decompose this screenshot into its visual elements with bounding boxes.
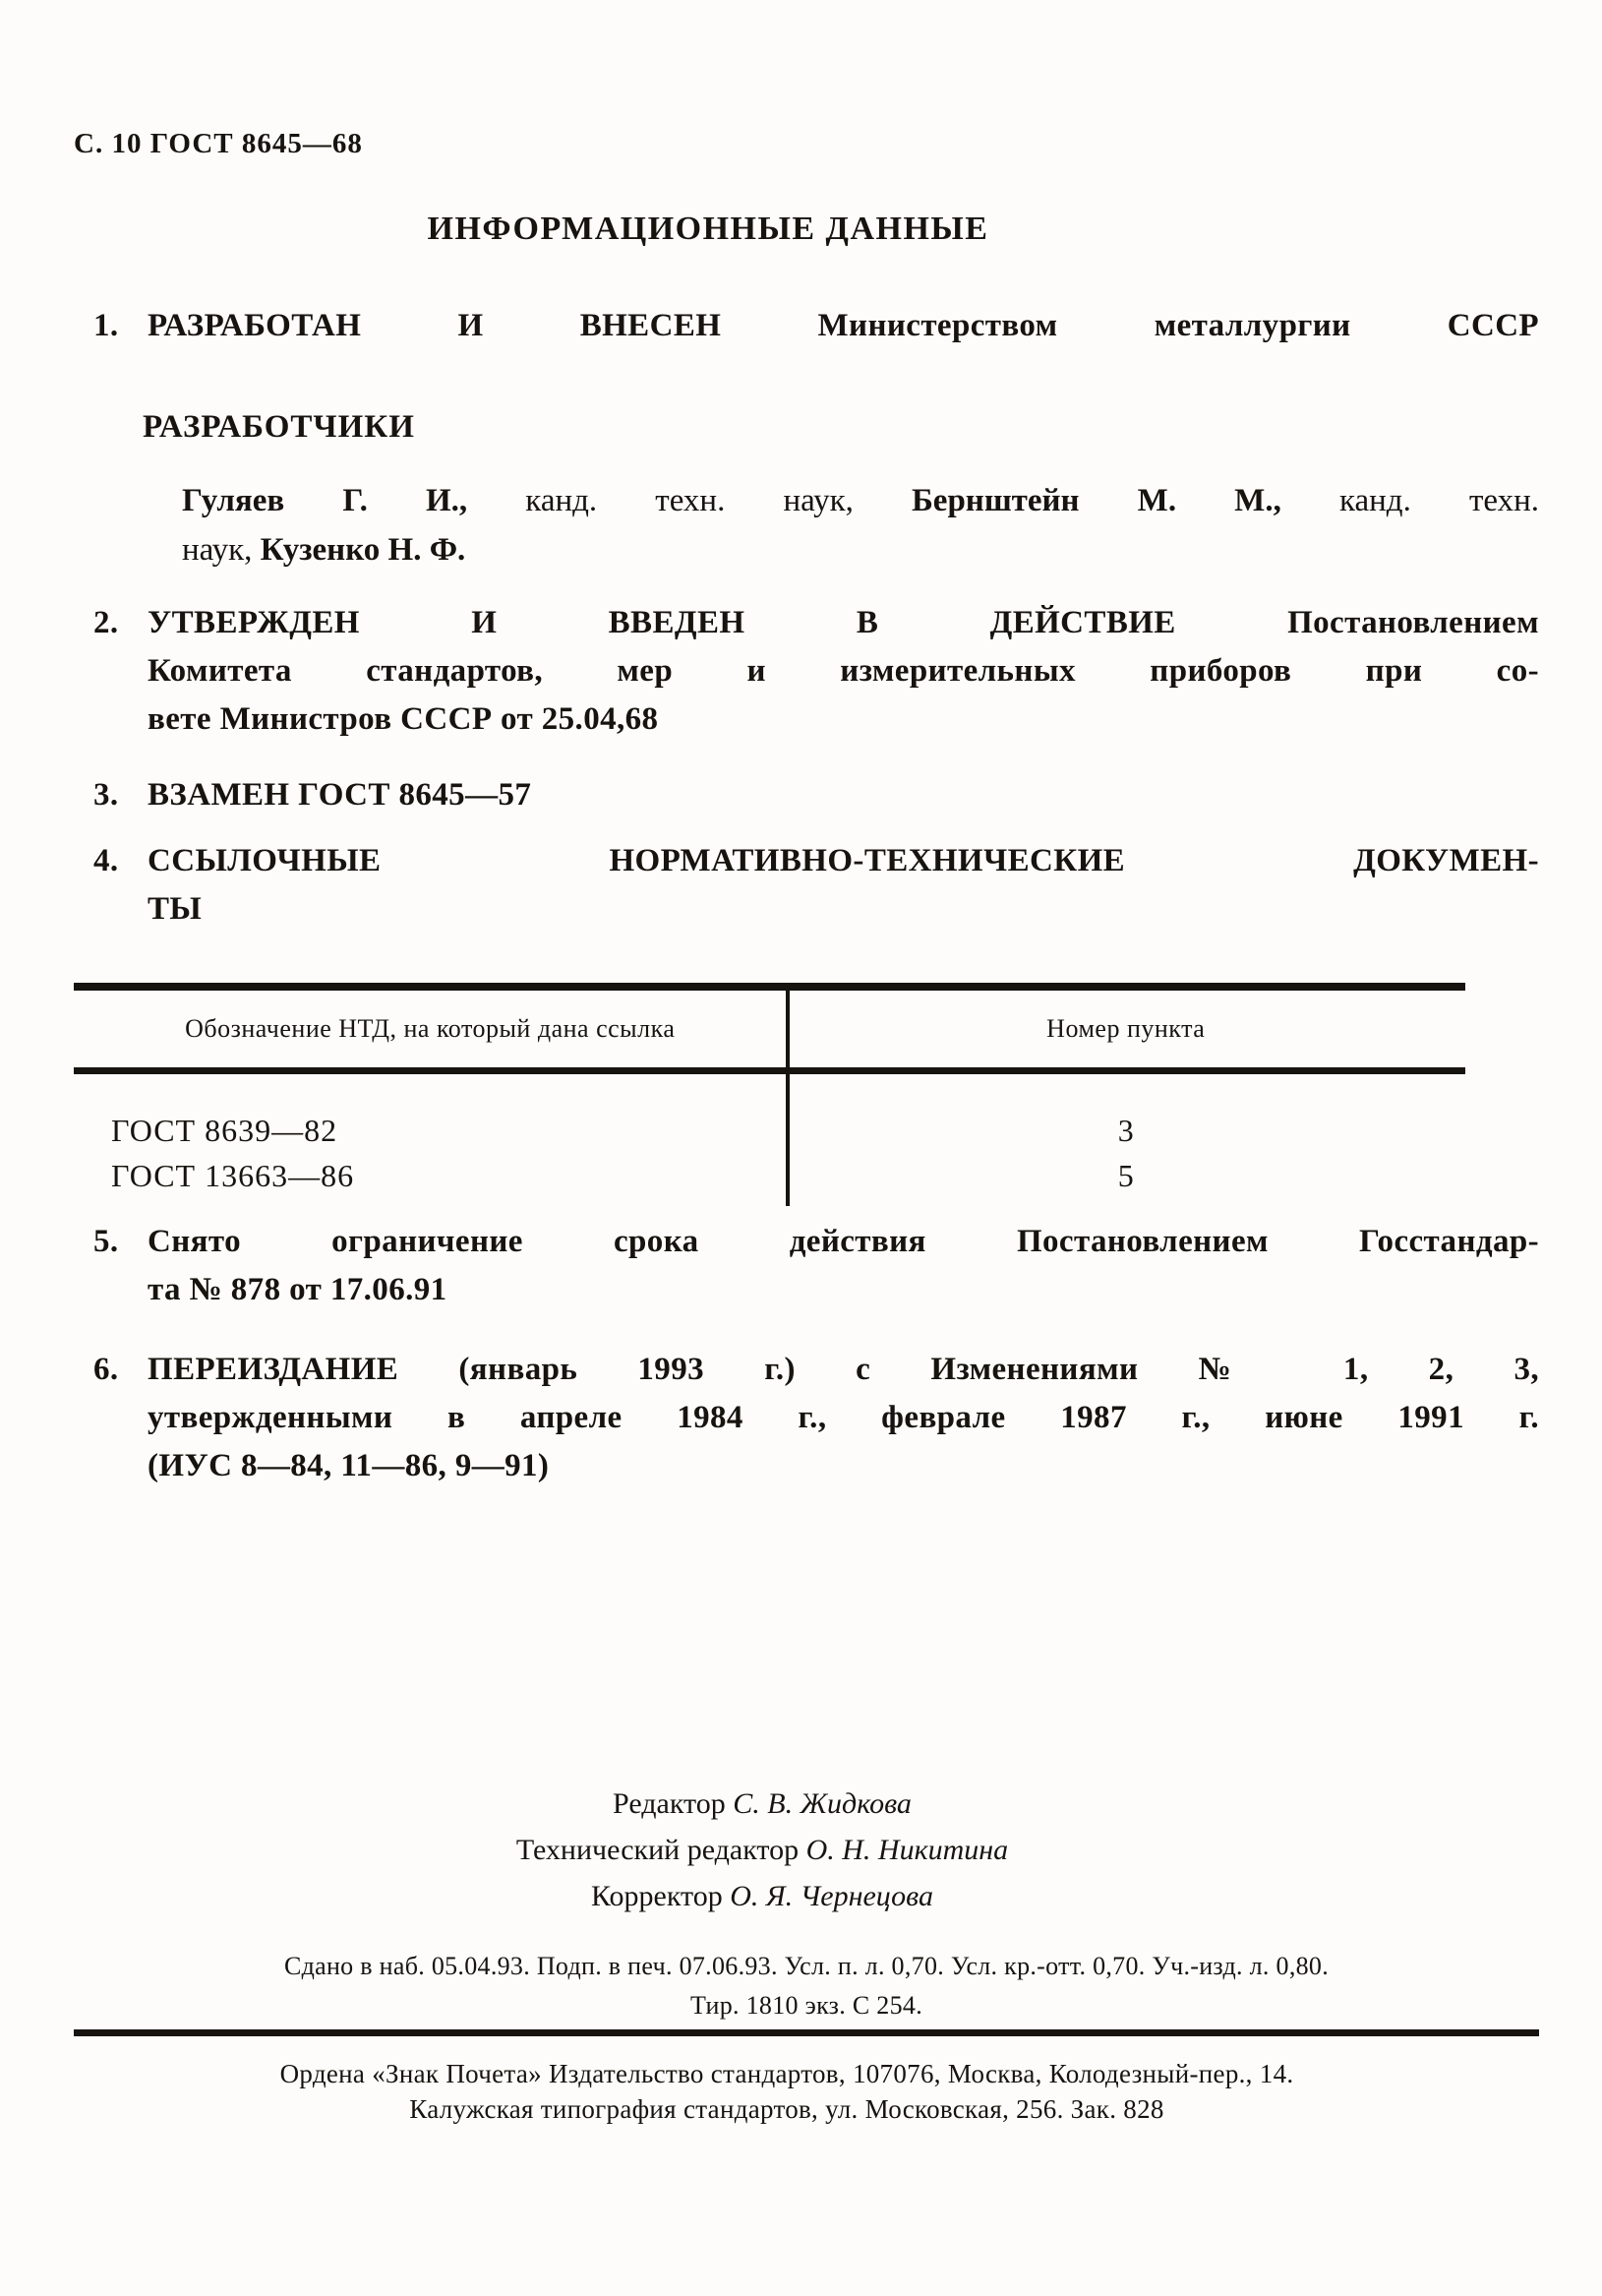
item-4-number: 4. [93,843,119,878]
item-6-number: 6. [93,1352,119,1387]
publisher-line-1: Ордена «Знак Почета» Издательство стандартов, 107076, Москва, Колодезный-пер., 14. [279,2059,1294,2088]
table-header-ntd: Обозначение НТД, на который дана ссылка [185,1014,676,1043]
item-5-line-2: та № 878 от 17.06.91 [148,1272,447,1307]
item-2 [74,599,1539,744]
item-2-number: 2. [93,605,119,640]
horizontal-rule [74,2029,1539,2036]
developer-degree-1: канд. техн. наук, [467,483,912,518]
item-3-body [148,771,1539,819]
item-5-number: 5. [93,1224,119,1259]
developers-line-1 [182,476,1539,525]
publisher-line-2: Калужская типография стандартов, ул. Московская, 256. Зак. 828 [409,2094,1164,2124]
item-5 [74,1218,1539,1314]
item-4-body [148,837,1539,934]
item-6-body [148,1346,1539,1490]
item-1 [74,302,1539,350]
colophon-line-1: Сдано в наб. 05.04.93. Подп. в печ. 07.06.93. Усл. п. л. 0,70. Усл. кр.-отт. 0,70. Уч.-изд. л. 0,80. [283,1952,1330,1980]
item-6-line-1: ПЕРЕИЗДАНИЕ (январь 1993 г.) с Изменениями № 1, 2, 3, [148,1352,1539,1387]
editor-line [74,1781,1451,1827]
editor-name: О. Я. Чернецова [730,1880,933,1912]
editors-block [74,1781,1539,1919]
developers-paragraph [182,476,1539,574]
item-4 [74,837,1539,934]
running-header: С. 10 ГОСТ 8645—68 [74,128,363,159]
item-2-line-3: вете Министров СССР от 25.04,68 [148,701,659,737]
item-2-line-1: УТВЕРЖДЕН И ВВЕДЕН В ДЕЙСТВИЕ Постановлением [148,605,1539,640]
developer-name-3: Кузенко Н. Ф. [260,532,466,568]
item-6-line-3: (ИУС 8—84, 11—86, 9—91) [148,1448,550,1483]
item-3 [74,771,1539,819]
item-2-line-2: Комитета стандартов, мер и измерительных приборов при со- [148,653,1539,689]
item-1-line-1: РАЗРАБОТАН И ВНЕСЕН Министерством металлургии СССР [148,308,1539,343]
table-cell-ntd: ГОСТ 13663—86 [111,1158,355,1193]
table-rows [74,1074,1465,1206]
developer-degree-2: канд. техн. [1280,483,1539,518]
item-6 [74,1346,1539,1490]
item-5-body [148,1218,1539,1314]
item-3-number: 3. [93,777,119,813]
table-header-punkt: Номер пункта [1046,1014,1206,1043]
item-1-number: 1. [93,308,119,343]
publisher-block [74,2056,1539,2127]
colophon-line-2: Тир. 1810 экз. С 254. [689,1991,922,2020]
table-header-row [74,991,1465,1074]
table-row [74,1108,1465,1153]
table-cell-punkt: 3 [1117,1113,1134,1148]
item-3-line-1: ВЗАМЕН ГОСТ 8645—57 [148,777,532,813]
table-column-divider [786,991,790,1206]
developer-name-2: Бернштейн М. М., [911,483,1281,518]
editor-line [74,1827,1451,1873]
developers-line-2 [182,525,1539,574]
editor-role: Корректор [591,1880,731,1912]
colophon-block [74,1947,1539,2025]
item-5-line-1: Снято ограничение срока действия Постановлением Госстандар- [148,1224,1539,1259]
editor-line [74,1873,1451,1919]
item-2-body [148,599,1539,744]
developer-degree-2-cont: наук, [182,532,261,568]
item-4-line-1: ССЫЛОЧНЫЕ НОРМАТИВНО-ТЕХНИЧЕСКИЕ ДОКУМЕН- [148,843,1539,878]
editor-role: Редактор [613,1787,734,1820]
table-cell-punkt: 5 [1117,1158,1134,1193]
editor-role: Технический редактор [515,1834,806,1866]
editor-name: О. Н. Никитина [805,1834,1009,1866]
item-4-line-2: ТЫ [148,891,203,927]
item-1-body [148,302,1539,350]
table-cell-ntd: ГОСТ 8639—82 [111,1113,338,1148]
developer-name-1: Гуляев Г. И., [182,483,468,518]
item-6-line-2: утвержденными в апреле 1984 г., феврале 1987 г., июне 1991 г. [148,1400,1539,1435]
developers-heading: РАЗРАБОТЧИКИ [143,409,415,445]
references-table [74,983,1465,1206]
doc-title: ИНФОРМАЦИОННЫЕ ДАННЫЕ [427,211,989,247]
table-row [74,1153,1465,1198]
editor-name: С. В. Жидкова [733,1787,912,1820]
